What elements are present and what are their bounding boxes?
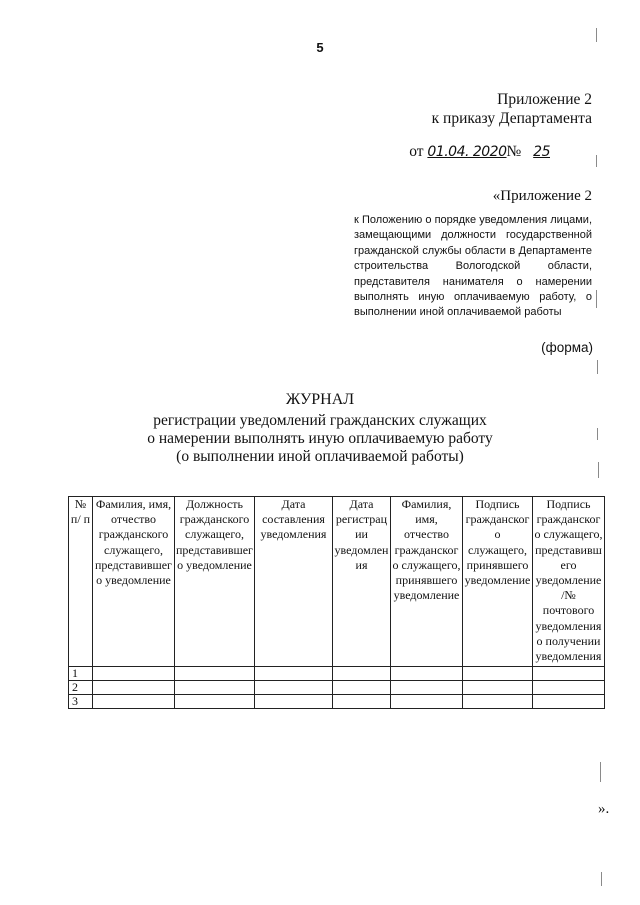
table-cell <box>533 695 605 709</box>
scan-margin-mark <box>597 360 598 374</box>
table-cell <box>533 667 605 681</box>
table-cell <box>333 667 391 681</box>
closing-quote-mark: ». <box>598 801 610 817</box>
header-submitter-name: Фамилия, имя, отчество гражданского служащего, представившего уведомление <box>93 497 175 667</box>
journal-subtitle-line-2: о намерении выполнять иную оплачиваемую работу <box>147 430 493 447</box>
header-receiver-name: Фамилия, имя, отчество гражданского служащего, принявшего уведомление <box>391 497 463 667</box>
table-cell <box>533 681 605 695</box>
scan-margin-mark <box>596 155 597 167</box>
header-notice-date: Дата составления уведомления <box>255 497 333 667</box>
order-prefix: от <box>409 143 424 160</box>
header-receiver-signature: Подпись гражданского служащего, принявшего уведомление <box>463 497 533 667</box>
scan-margin-mark <box>598 462 599 478</box>
order-number-sign: № <box>506 143 522 160</box>
table-header-row <box>69 497 605 667</box>
journal-subtitle-line-3: (о выполнении иной оплачиваемой работы) <box>176 448 464 465</box>
order-date-handwritten: 01.04. 2020 <box>427 144 507 160</box>
table-cell <box>175 695 255 709</box>
appendix-order-reference: к приказу Департамента <box>431 110 592 127</box>
table-cell <box>175 681 255 695</box>
header-row-number: № п/ п <box>69 497 93 667</box>
form-appendix-label: «Приложение 2 <box>492 188 592 204</box>
appendix-title: Приложение 2 <box>497 91 592 108</box>
table-cell <box>93 695 175 709</box>
scan-margin-mark <box>597 428 598 440</box>
scan-margin-mark <box>601 872 602 886</box>
form-label: (форма) <box>541 340 593 355</box>
row-number-cell: 1 <box>69 667 93 681</box>
table-row <box>69 667 605 681</box>
table-cell <box>463 667 533 681</box>
table-cell <box>93 681 175 695</box>
journal-title: ЖУРНАЛ <box>285 391 355 408</box>
scan-margin-mark <box>596 28 597 42</box>
table-cell <box>93 667 175 681</box>
scan-margin-mark <box>600 762 601 782</box>
table-row <box>69 695 605 709</box>
header-submitter-signature: Подпись гражданского служащего, представившего уведомление/№ почтового уведомления о получении уведомления <box>533 497 605 667</box>
order-number-handwritten: 25 <box>533 144 550 160</box>
registration-journal-table <box>68 496 605 709</box>
table-row <box>69 681 605 695</box>
scan-margin-mark <box>596 290 597 308</box>
table-cell <box>391 695 463 709</box>
table-cell <box>463 695 533 709</box>
table-cell <box>391 681 463 695</box>
table-cell <box>333 695 391 709</box>
page-number: 5 <box>316 40 324 55</box>
table-cell <box>255 695 333 709</box>
journal-subtitle-line-1: регистрации уведомлений гражданских служащих <box>153 412 487 429</box>
row-number-cell: 2 <box>69 681 93 695</box>
table-cell <box>255 681 333 695</box>
table-cell <box>333 681 391 695</box>
header-registration-date: Дата регистрации уведомления <box>333 497 391 667</box>
table-cell <box>391 667 463 681</box>
header-submitter-position: Должность гражданского служащего, представившего уведомление <box>175 497 255 667</box>
row-number-cell: 3 <box>69 695 93 709</box>
table-cell <box>463 681 533 695</box>
table-cell <box>175 667 255 681</box>
table-cell <box>255 667 333 681</box>
regulation-reference: к Положению о порядке уведомления лицами, замещающими должности государственной гражданской службы области в Департаменте строительства Вологодской области, представителя нанимателя о намерении выполнять иную оплачиваемую работу, о выполнении иной оплачиваемой работы <box>354 214 592 319</box>
order-date-number-line <box>409 143 558 161</box>
